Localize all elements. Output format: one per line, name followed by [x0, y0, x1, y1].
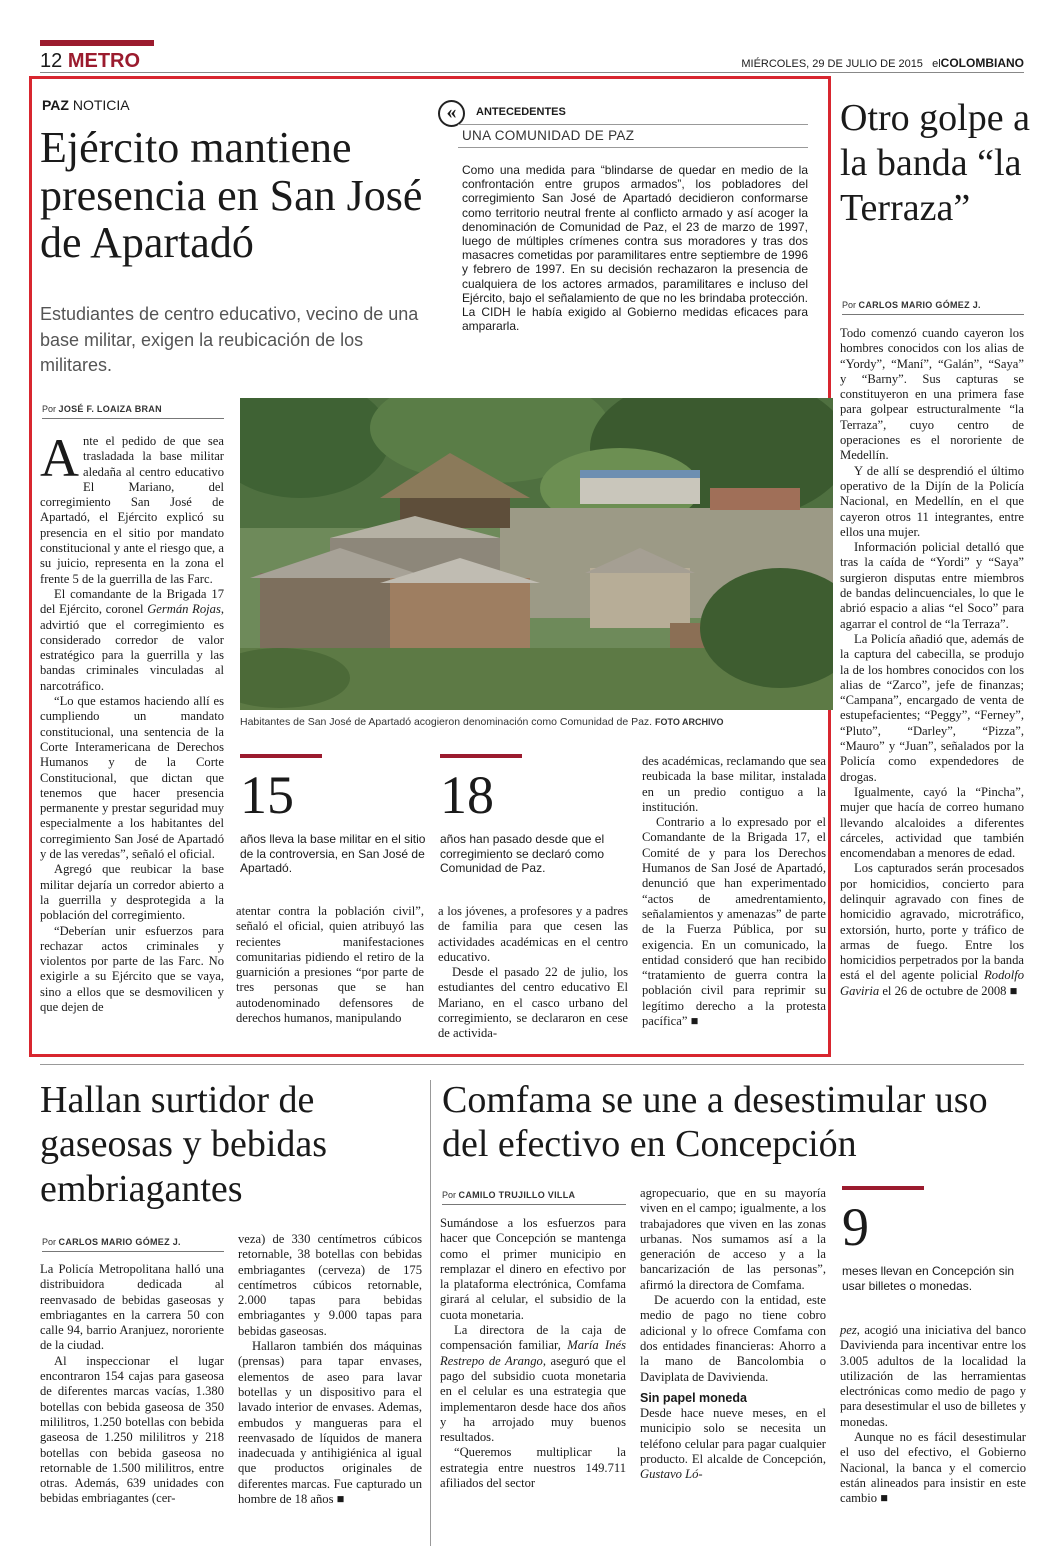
main-paragraph: Agregó que reubicar la base militar dejaría un corredor abierto a la guerrilla y desprotegida a la población del corregimiento.	[40, 862, 224, 923]
village-photo	[240, 398, 833, 710]
main-column-3	[438, 904, 628, 1042]
section-divider	[40, 1064, 1024, 1065]
text-run: Contrario a lo expresado por el Comandante de la Brigada 17, el Comité de y para los Derechos Humanos de San José de Apartadó, denunció que han experimentado “actos de amedrentamiento, señalamientos y amenazas” de parte de la Fuerza Pública, por su exigencia. En un comunicado, la entidad consideró que han recibido “tratamiento de guerra contra la población civil para reprimir su legítimo derecho a la protesta pacífica”	[642, 815, 826, 1029]
terraza-paragraph: Todo comenzó cuando cayeron los hombres conocidos con los alias de “Yordy”, “Maní”, “Galán”, “Saya” y “Barny”. Sus capturas se constituyeron en una primera fase para golpear estructuralmente “la Terraza”, cuyo centro de operaciones es el nororiente de Medellín.	[840, 326, 1024, 463]
comfama-paragraph	[840, 1323, 1026, 1430]
comfama-column-3	[840, 1323, 1026, 1507]
terraza-paragraph: La Policía añadió que, además de la captura del cabecilla, se produjo la de los hombres conocidos con los alias de “Zarco”, jefe de finanzas; “Campana”, encargado de venta de estupefacientes; “Peggy”, “Ferney”, “Pluto”, “Darley”, “Pizza”, “Mauro” y “Juan”, señalados por la Policía como expendedores de drogas.	[840, 631, 1024, 784]
terraza-paragraph: Y de allí se desprendió el último operativo de la Dijín de la Policía Nacional, en Medellín, en el que cayeron otros 11 integrantes, entre ellos una mujer.	[840, 463, 1024, 539]
stat-number-18: 18	[440, 765, 494, 825]
section-name: METRO	[67, 50, 141, 72]
main-paragraph: “Deberían unir esfuerzos para rechazar actos criminales y violentos por parte de las Farc. No exigirle a su Ejército que se vaya, sino a ellos que se desmovilicen y que dejen de	[40, 923, 224, 1014]
stat-rule	[842, 1186, 924, 1190]
byline-prefix: Por	[42, 1237, 59, 1247]
person-name: Germán Rojas	[147, 602, 221, 617]
main-paragraph: atentar contra la población civil”, señaló el oficial, quien atribuyó las recientes manifestaciones comunitarias pidiendo el retiro de la guarnición a presiones “por parte de tres personas que se han autodenominado defensores de derechos humanos, manipulando	[236, 904, 424, 1026]
kicker-bold: PAZ	[42, 97, 69, 113]
photo-credit: FOTO ARCHIVO	[655, 717, 724, 727]
stat-rule	[440, 754, 522, 758]
page-number-value: 12	[40, 50, 63, 72]
comfama-column-1	[440, 1216, 626, 1491]
issue-date: MIÉRCOLES, 29 DE JULIO DE 2015	[741, 58, 923, 70]
byline-author: CAMILO TRUJILLO VILLA	[458, 1190, 576, 1200]
text-run: La directora de la caja de compensación familiar,	[440, 1323, 626, 1353]
header-rule	[40, 72, 1024, 73]
text-run: Desde hace nueve meses, en el municipio solo se necesita un teléfono celular para pagar cualquier producto. El alcalde de Concepción,	[640, 1406, 826, 1467]
main-column-1	[40, 428, 224, 1015]
person-name: María Inés Restrepo de Arango	[440, 1338, 626, 1368]
main-byline	[42, 404, 162, 414]
surtidor-paragraph: Al inspeccionar el lugar encontraron 154 cajas para gaseosa de diferentes marcas vacías, 1.380 botellas con bebida gaseosa de 350 mililitros, 1.250 botellas con bebida gaseosa de 1.250 mililitros y 218 botellas con bebida gaseosa no retornable de 1.500 mililitros, entre otras. Además, 639 unidades con bebidas embriagantes (cer-	[40, 1353, 224, 1506]
page-number	[40, 50, 140, 73]
stat-number-15: 15	[240, 765, 294, 825]
antecedentes-rule	[458, 147, 808, 148]
surtidor-column-1	[40, 1262, 224, 1507]
surtidor-paragraph	[238, 1339, 422, 1507]
kicker-rest: NOTICIA	[68, 97, 130, 113]
comfama-subheading: Sin papel moneda	[640, 1390, 747, 1405]
comfama-paragraph	[440, 1323, 626, 1445]
comfama-byline	[442, 1190, 575, 1200]
comfama-headline: Comfama se une a desestimular uso del efectivo en Concepción	[442, 1079, 988, 1166]
stat-text-9: meses llevan en Concepción sin usar billetes o monedas.	[842, 1264, 1015, 1293]
double-chevron-icon: «	[446, 101, 457, 123]
surtidor-byline	[42, 1237, 181, 1247]
terraza-headline: Otro golpe a la banda “la Terraza”	[840, 97, 1030, 229]
end-mark: ■	[690, 1014, 699, 1029]
antecedentes-text: Como una medida para “blindarse de quedar en medio de la confrontación entre grupos armados”, los pobladores del corregimiento San José de Apartadó decidieron conformarse como territorio neutral frente al conflicto armado y así acoger la denominación de Comunidad de Paz, el 23 de marzo de 1997, luego de múltiples crímenes contra sus moradores y tras dos masacres cometidas por paramilitares entre septiembre de 1996 y febrero de 1997. En su decisión rechazaron la presencia de cualquiera de los actores armados, paramilitares e incluso del Ejército, bajo el señalamiento de que no les brindaba protección. La CIDH le había exigido al Gobierno medidas eficaces para ampararla.	[462, 163, 808, 334]
byline-author: CARLOS MARIO GÓMEZ J.	[858, 300, 981, 310]
terraza-paragraph: Información policial detalló que tras la caída de “Yordi” y “Saya” surgieron disputas entre miembros de bandas delincuenciales, lo que le abrió espacio a alias “el Soco” para agarrar el control de “la Terraza”.	[840, 540, 1024, 631]
end-mark: ■	[1009, 983, 1018, 998]
surtidor-paragraph: veza) de 330 centímetros cúbicos retornable, 38 botellas con bebidas embriagantes (cerveza) de 175 centímetros cúbicos retornable, 2.000 tapas para bebidas embriagantes y 9.000 tapas para bebidas gaseosas.	[238, 1232, 422, 1338]
main-paragraph: a los jóvenes, a profesores y a padres de familia para que cesen las actividades académicas en el centro educativo.	[438, 904, 628, 964]
main-paragraph: Desde el pasado 22 de julio, los estudiantes del centro educativo El Mariano, en el casco urbano del corregimiento, se declararon en cese de activida-	[438, 965, 628, 1041]
antecedentes-label: ANTECEDENTES	[476, 106, 566, 118]
text-run: Aunque no es fácil desestimular el uso del efectivo, el Gobierno Nacional, la banca y el comercio están alineados para insistir en este cambio	[840, 1430, 1026, 1506]
person-name: pez	[840, 1323, 857, 1337]
person-name: Gustavo Ló-	[640, 1467, 703, 1482]
terraza-paragraph: Igualmente, cayó la “Pincha”, mujer que hacía de correo humano llevando alcaloides a diferentes cárceles, actividad que también encomendaban a menores de edad.	[840, 784, 1024, 861]
terraza-paragraph	[840, 861, 1024, 999]
stat-rule	[240, 754, 322, 758]
person-name: Rodolfo Gaviria	[840, 968, 1024, 998]
byline-prefix: Por	[442, 1190, 459, 1200]
surtidor-paragraph: La Policía Metropolitana halló una distribuidora dedicada al reenvasado de bebidas gaseosas y embriagantes en la carrera 50 con calle 94, barrio Aranjuez, nororiente de la ciudad.	[40, 1262, 224, 1353]
surtidor-column-2	[238, 1232, 422, 1507]
text-run: el 26 de octubre de 2008	[879, 983, 1007, 998]
byline-prefix: Por	[42, 404, 59, 414]
end-mark: ■	[880, 1491, 888, 1506]
main-headline: Ejército mantiene presencia en San José de Apartadó	[40, 123, 423, 268]
photo-caption	[240, 716, 833, 728]
article-kicker	[42, 97, 130, 113]
end-mark: ■	[336, 1492, 345, 1507]
terraza-column	[840, 326, 1024, 999]
paper-name: COLOMBIANO	[940, 56, 1024, 70]
comfama-paragraph: agropecuario, que en su mayoría viven en el campo; igualmente, a los trabajadores que viven en las zonas urbanas. Nos sumamos así a la generación de acceso y a la bancarización de las personas”, afirmó la directora de Comfama.	[640, 1186, 826, 1292]
comfama-paragraph	[640, 1406, 826, 1482]
antecedentes-rule	[458, 124, 808, 125]
section-color-bar	[40, 40, 154, 46]
comfama-paragraph: De acuerdo con la entidad, este medio de pago no tiene cobro adicional y lo ofrece Comfama con dos entidades financieras: Ahorro a la mano de Bancolombia o Daviplata de Davivienda.	[640, 1293, 826, 1384]
stat-text-15: años lleva la base militar en el sitio de la controversia, en San José de Apartadó.	[240, 832, 426, 875]
byline-rule	[442, 1204, 626, 1205]
text-run: , advirtió que el corregimiento es considerado corredor de valor estratégico para la guerrilla y las bandas criminales vinculadas al narcotráfico.	[40, 602, 224, 693]
dateline	[741, 56, 1024, 70]
stat-number-9: 9	[842, 1197, 869, 1257]
byline-rule	[842, 314, 1024, 315]
main-paragraph: des académicas, reclamando que sea reubicada la base militar, instalada en un predio contiguo a la institución.	[642, 754, 826, 814]
byline-prefix: Por	[842, 300, 859, 310]
main-subhead: Estudiantes de centro educativo, vecino de una base militar, exigen la reubicación de los militares.	[40, 304, 419, 376]
text-run: El comandante de la Brigada 17 del Ejército, coronel	[40, 586, 224, 617]
antecedentes-icon	[438, 100, 465, 127]
main-column-4	[642, 754, 826, 1029]
main-paragraph	[40, 587, 224, 694]
stat-text-18: años han pasado desde que el corregimiento se declaró como Comunidad de Paz.	[440, 832, 605, 875]
byline-author: JOSÉ F. LOAIZA BRAN	[58, 404, 162, 414]
byline-rule	[42, 1251, 224, 1252]
article-photo	[240, 398, 833, 710]
text-run: , aseguró que el pago del subsidio cuota monetaria en el celular es una estrategia que implementaron desde hace dos años y ha arrojado muy buenos resultados.	[440, 1353, 626, 1445]
column-divider	[430, 1080, 431, 1546]
byline-rule	[42, 418, 224, 419]
terraza-byline	[842, 300, 981, 310]
comfama-paragraph: “Queremos multiplicar la estrategia entre nuestros 149.711 afiliados del sector	[440, 1445, 626, 1491]
paper-prefix: el	[932, 58, 941, 70]
main-column-2	[236, 904, 424, 1026]
comfama-paragraph	[840, 1430, 1026, 1506]
surtidor-headline: Hallan surtidor de gaseosas y bebidas embriagantes	[40, 1079, 328, 1210]
main-paragraph	[642, 815, 826, 1029]
byline-author: CARLOS MARIO GÓMEZ J.	[58, 1237, 181, 1247]
drop-cap: A	[40, 428, 79, 488]
caption-text: Habitantes de San José de Apartadó acogieron denominación como Comunidad de Paz.	[240, 716, 653, 728]
main-paragraph: nte el pedido de que sea trasladada la base militar aledaña al centro educativo El Mariano, del corregimiento San José de Apartadó, el Ejército explicó su presencia en el sitio por mandato constitucional y ante el riesgo que, a su juicio, representa en la zona el frente 5 de la guerrilla de las Farc.	[40, 434, 224, 586]
main-paragraph: “Lo que estamos haciendo allí es cumpliendo un mandato constitucional, una sentencia de la Corte Interamericana de Derechos Humanos y de la Corte Constitucional, que dictan que tenemos que hacer presencia permanente y prestar seguridad muy especialmente a los habitantes del corregimiento San José de Apartadó y de las veredas”, señaló el oficial.	[40, 694, 224, 862]
text-run: , acogió una iniciativa del banco Davivienda para incentivar entre los 3.005 adultos de la localidad la utilización de las herramientas electrónicas como medio de pago y para desestimular el uso de billetes y monedas.	[840, 1323, 1026, 1429]
comfama-column-2	[640, 1186, 826, 1483]
comfama-paragraph: Sumándose a los esfuerzos para hacer que Concepción se mantenga como el primer municipio en remplazar el dinero en efectivo por la plataforma electrónica, Comfama girará al celular, el subsidio de la cuota monetaria.	[440, 1216, 626, 1322]
antecedentes-title: UNA COMUNIDAD DE PAZ	[462, 128, 635, 143]
text-run: Los capturados serán procesados por homicidios, concierto para delinquir agravado con fines de homicidio agravado, microtráfico, extorsión, hurto, porte y tráfico de armas de fuego. Entre los homicidios perpetrados por la banda está el del agente policial	[840, 861, 1024, 983]
text-run: Hallaron también dos máquinas (prensas) para tapar envases, elementos de aseo para lavar botellas y un dispositivo para el lavado interior de envases. Ademas, embudos y mangueras para el reenvasado de líquidos de manera inadecuada y antihigiénica al igual que productos originales de diferentes marcas. Fue capturado un hombre de 18 años	[238, 1339, 422, 1507]
